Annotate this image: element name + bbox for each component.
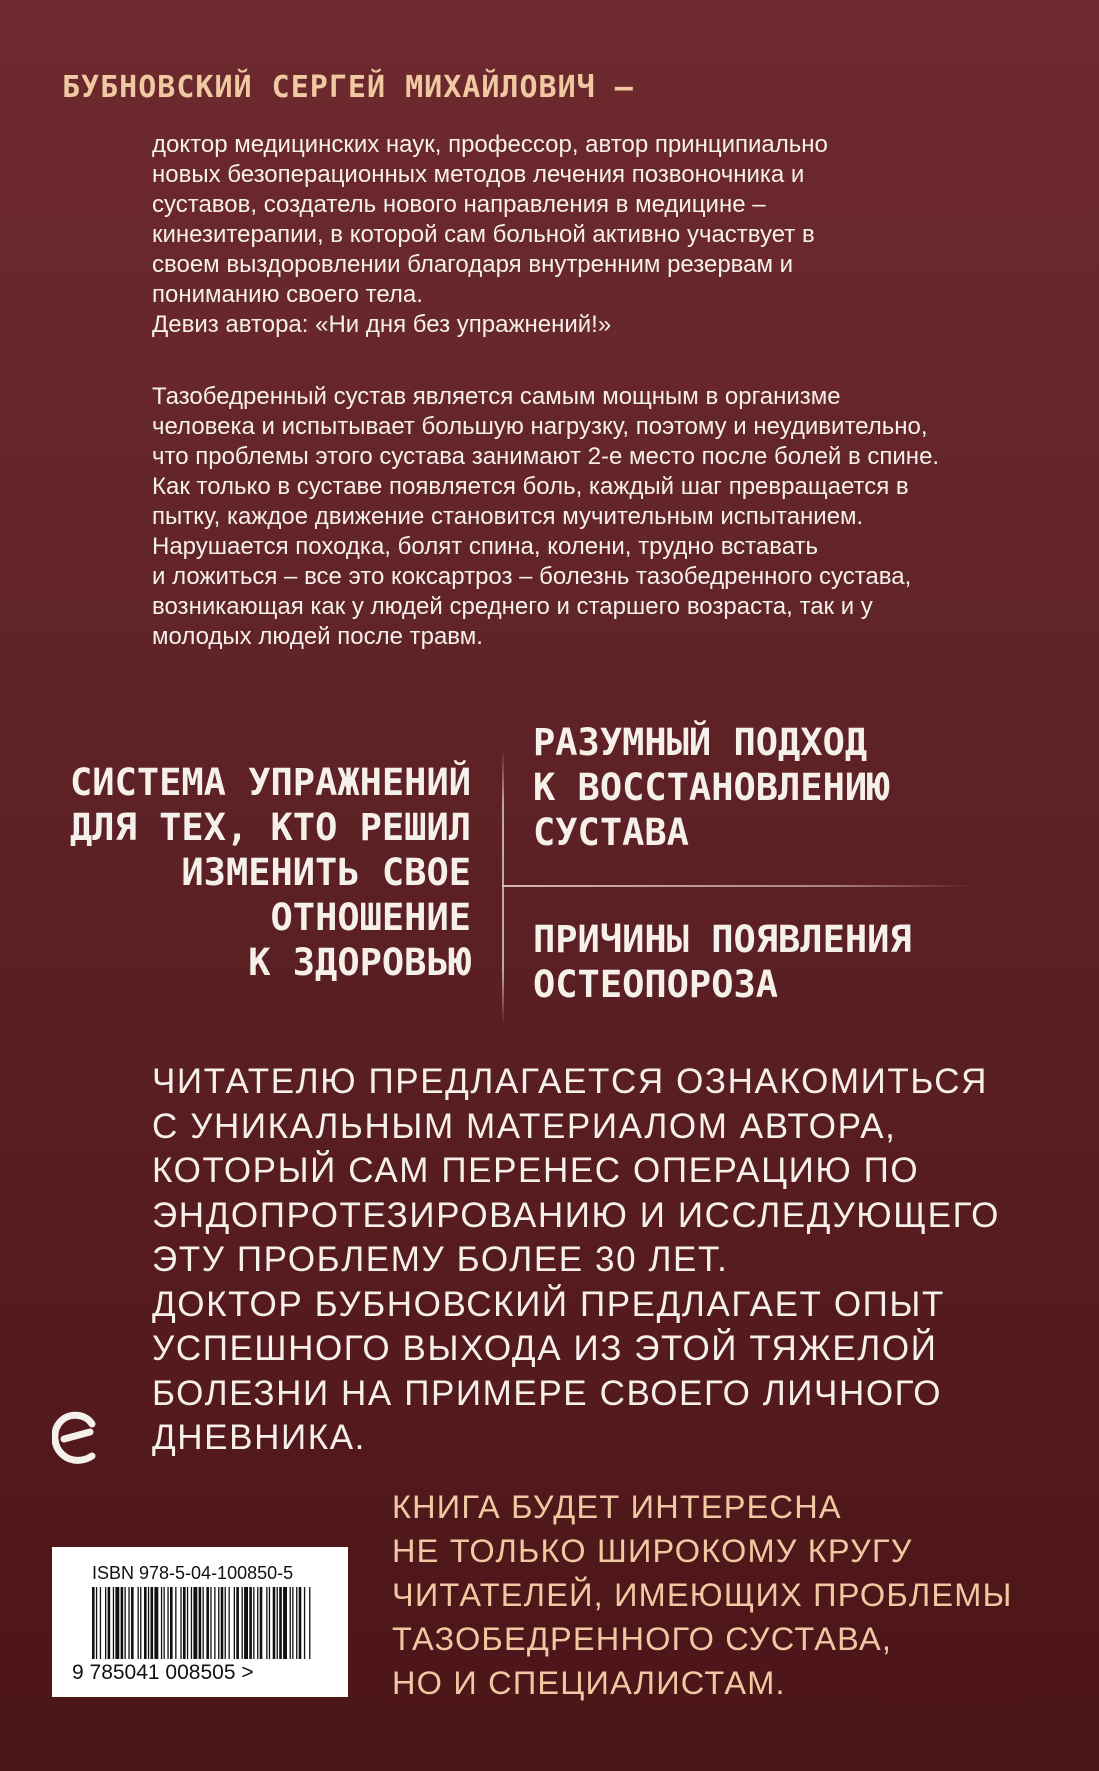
barcode-bar xyxy=(128,1587,129,1659)
barcode-bar xyxy=(296,1587,297,1659)
reader-line: УСПЕШНОГО ВЫХОДА ИЗ ЭТОЙ ТЯЖЕЛОЙ xyxy=(152,1329,938,1368)
barcode-bar xyxy=(108,1587,111,1659)
barcode-digits: 9 785041 008505 > xyxy=(72,1661,254,1684)
barcode-bar xyxy=(203,1587,204,1659)
barcode-bar xyxy=(260,1587,263,1659)
barcode-bar xyxy=(193,1587,197,1659)
audience-note xyxy=(392,1485,1072,1705)
barcode-bar xyxy=(266,1587,267,1659)
barcode-bar xyxy=(214,1587,215,1659)
barcode-bar xyxy=(167,1587,168,1659)
barcode-bar xyxy=(279,1587,282,1659)
barcode-bar xyxy=(151,1587,154,1659)
barcode-bar xyxy=(100,1587,101,1659)
feature-osteoporosis-causes xyxy=(533,917,1053,1007)
barcode-bar xyxy=(225,1587,226,1659)
bio-line: кинезитерапии, в которой сам больной активно участвует в xyxy=(152,221,815,248)
barcode-bar xyxy=(175,1587,176,1659)
isbn-label: ISBN 978-5-04-100850-5 xyxy=(92,1563,294,1583)
feature-line: ПРИЧИНЫ ПОЯВЛЕНИЯ xyxy=(533,918,912,961)
barcode-bar xyxy=(144,1587,147,1659)
about-line: молодых людей после травм. xyxy=(152,623,483,650)
barcode-bar xyxy=(180,1587,181,1659)
barcode-bar xyxy=(125,1587,126,1659)
barcode-bar xyxy=(206,1587,209,1659)
barcode-bar xyxy=(170,1587,173,1659)
barcode-bar xyxy=(121,1587,124,1659)
barcode-bar xyxy=(199,1587,202,1659)
about-line: и ложиться – все это коксартроз – болезнь тазобедренного сустава, xyxy=(152,563,912,590)
reader-line: С УНИКАЛЬНЫМ МАТЕРИАЛОМ АВТОРА, xyxy=(152,1106,897,1146)
barcode-bar xyxy=(148,1587,149,1659)
barcode-bar xyxy=(187,1587,188,1659)
barcode-bar xyxy=(96,1587,97,1659)
audience-line: НО И СПЕЦИАЛИСТАМ. xyxy=(392,1665,786,1701)
feature-line: ОСТЕОПОРОЗА xyxy=(533,963,779,1006)
feature-line: ИЗМЕНИТЬ СВОЕ xyxy=(181,851,471,894)
barcode-bar xyxy=(292,1587,293,1659)
audience-line: ЧИТАТЕЛЕЙ, ИМЕЮЩИХ ПРОБЛЕМЫ xyxy=(392,1577,1013,1613)
feature-line: СУСТАВА xyxy=(533,811,689,854)
barcode-bar xyxy=(242,1587,243,1659)
audience-line: НЕ ТОЛЬКО ШИРОКОМУ КРУГУ xyxy=(392,1533,913,1569)
barcode-bar xyxy=(299,1587,302,1659)
about-line: Как только в суставе появляется боль, каждый шаг превращается в xyxy=(152,473,909,500)
reader-line: ДОКТОР БУБНОВСКИЙ ПРЕДЛАГАЕТ ОПЫТ xyxy=(152,1284,945,1324)
bio-line: пониманию своего тела. xyxy=(152,281,423,308)
barcode-bar xyxy=(221,1587,224,1659)
reader-line: ЭТУ ПРОБЛЕМУ БОЛЕЕ 30 ЛЕТ. xyxy=(152,1240,729,1279)
horizontal-divider xyxy=(502,885,972,887)
barcode-bar xyxy=(257,1587,258,1659)
publisher-e-logo-icon xyxy=(52,1410,98,1466)
barcode-bar xyxy=(113,1587,114,1659)
barcode-bar xyxy=(138,1587,139,1659)
barcode-bar xyxy=(131,1587,134,1659)
bio-line: доктор медицинских наук, профессор, автор принципиально xyxy=(152,131,828,158)
barcode-bar xyxy=(283,1587,287,1659)
barcode-bar xyxy=(290,1587,291,1659)
reader-description xyxy=(152,1060,1052,1461)
barcode-bar xyxy=(277,1587,278,1659)
barcode-bar xyxy=(229,1587,230,1659)
author-name: БУБНОВСКИЙ СЕРГЕЙ МИХАЙЛОВИЧ – xyxy=(62,70,634,105)
about-line: пытку, каждое движение становится мучительным испытанием. xyxy=(152,503,864,530)
barcode-bar xyxy=(210,1587,211,1659)
barcode-bar xyxy=(92,1587,95,1659)
barcode-bars xyxy=(92,1587,312,1659)
bio-line: новых безоперационных методов лечения позвоночника и xyxy=(152,161,805,188)
barcode-bar xyxy=(164,1587,165,1659)
author-bio xyxy=(152,130,1052,340)
barcode-bar xyxy=(115,1587,119,1659)
book-about xyxy=(152,382,1052,652)
barcode-bar xyxy=(154,1587,158,1659)
barcode-bar xyxy=(249,1587,252,1659)
audience-line: ТАЗОБЕДРЕННОГО СУСТАВА, xyxy=(392,1621,893,1657)
reader-line: ЧИТАТЕЛЮ ПРЕДЛАГАЕТСЯ ОЗНАКОМИТЬСЯ xyxy=(152,1062,988,1101)
feature-joint-recovery xyxy=(533,720,1053,855)
bio-line: своем выздоровлении благодаря внутренним резервам и xyxy=(152,251,794,278)
about-line: что проблемы этого сустава занимают 2-е место после болей в спине. xyxy=(152,443,940,470)
barcode-bar xyxy=(269,1587,270,1659)
author-motto: Девиз автора: «Ни дня без упражнений!» xyxy=(152,311,612,338)
bio-line: суставов, создатель нового направления в медицине – xyxy=(152,191,766,218)
feature-line: ДЛЯ ТЕХ, КТО РЕШИЛ xyxy=(70,806,471,849)
barcode-bar xyxy=(273,1587,276,1659)
barcode-bar xyxy=(236,1587,239,1659)
feature-line: К ВОССТАНОВЛЕНИЮ xyxy=(533,766,890,809)
feature-line: РАЗУМНЫЙ ПОДХОД xyxy=(533,721,868,764)
vertical-divider xyxy=(502,750,504,1025)
about-line: возникающая как у людей среднего и старшего возраста, так и у xyxy=(152,593,873,620)
barcode-bar xyxy=(191,1587,192,1659)
barcode-bar xyxy=(304,1587,305,1659)
barcode-bar xyxy=(140,1587,141,1659)
about-line: человека и испытывает большую нагрузку, поэтому и неудивительно, xyxy=(152,413,928,440)
feature-block xyxy=(0,720,1099,1010)
barcode-bar xyxy=(253,1587,254,1659)
barcode-bar xyxy=(161,1587,162,1659)
feature-line: СИСТЕМА УПРАЖНЕНИЙ xyxy=(70,761,471,804)
barcode-bar xyxy=(105,1587,106,1659)
barcode-bar xyxy=(244,1587,248,1659)
barcode-bar xyxy=(218,1587,219,1659)
barcode-bar xyxy=(309,1587,310,1659)
reader-line: БОЛЕЗНИ НА ПРИМЕРЕ СВОЕГО ЛИЧНОГО xyxy=(152,1373,943,1413)
reader-line: КОТОРЫЙ САМ ПЕРЕНЕС ОПЕРАЦИЮ ПО xyxy=(152,1151,920,1190)
feature-line: ОТНОШЕНИЕ xyxy=(270,896,471,939)
reader-line: ДНЕВНИКА. xyxy=(152,1418,366,1457)
feature-exercise-system xyxy=(31,760,471,985)
about-line: Тазобедренный сустав является самым мощным в организме xyxy=(152,383,841,410)
about-line: Нарушается походка, болят спина, колени, трудно вставать xyxy=(152,533,819,560)
isbn-barcode xyxy=(52,1547,348,1697)
barcode-bar xyxy=(183,1587,186,1659)
audience-line: КНИГА БУДЕТ ИНТЕРЕСНА xyxy=(392,1489,842,1525)
reader-line: ЭНДОПРОТЕЗИРОВАНИЮ И ИССЛЕДУЮЩЕГО xyxy=(152,1195,1001,1235)
barcode-bar xyxy=(234,1587,235,1659)
feature-line: К ЗДОРОВЬЮ xyxy=(248,941,471,984)
